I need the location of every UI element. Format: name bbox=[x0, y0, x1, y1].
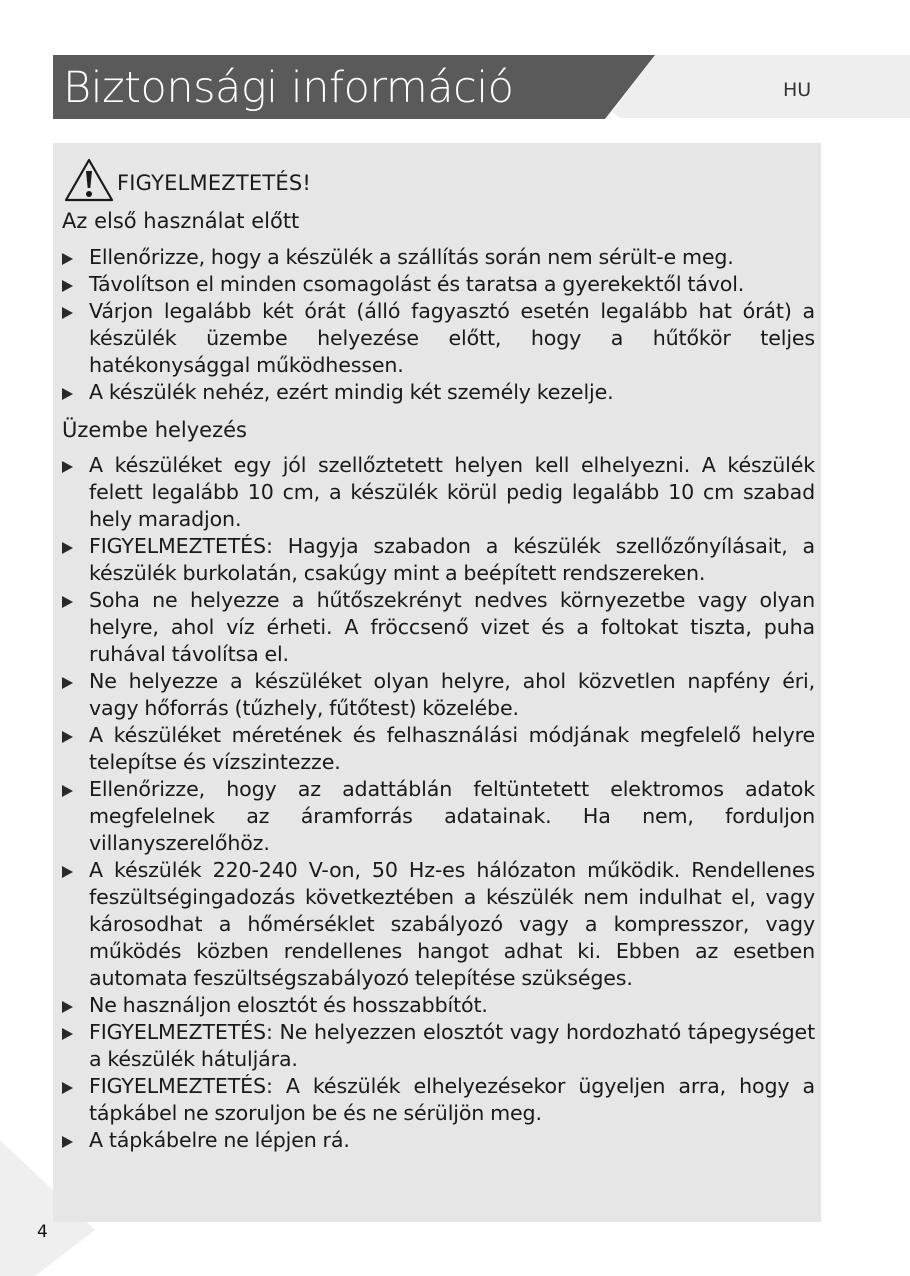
bullet-arrow-icon bbox=[62, 596, 73, 608]
list-item-text: A készüléket egy jól szellőztetett helyen kell elhelyezni. A készülék felett legalább 10 cm, a készülék körül pedig legalább 10 cm szabad hely maradjon. bbox=[89, 453, 815, 531]
list-item bbox=[62, 452, 815, 533]
list-item bbox=[62, 298, 815, 379]
list-item bbox=[62, 379, 815, 406]
bullet-arrow-icon bbox=[62, 1001, 73, 1013]
list-item-text: Ne helyezze a készüléket olyan helyre, ahol közvetlen napfény éri, vagy hőforrás (tűzhely, fűtőtest) közelébe. bbox=[89, 669, 815, 720]
list-item bbox=[62, 776, 815, 857]
list-item bbox=[62, 587, 815, 668]
list-item bbox=[62, 1019, 815, 1073]
bullet-arrow-icon bbox=[62, 866, 73, 878]
first-use-list bbox=[62, 244, 815, 406]
warning-header bbox=[63, 156, 311, 204]
list-item bbox=[62, 533, 815, 587]
list-item bbox=[62, 668, 815, 722]
list-item-text: Ellenőrizze, hogy az adattáblán feltüntetett elektromos adatok megfelelnek az áramforrás adatainak. Ha nem, forduljon villanyszerelőhöz. bbox=[89, 777, 815, 855]
list-item-text: : Hagyja szabadon a készülék szellőzőnyílásait, a készülék burkolatán, csakúgy mint a beépített rendszereken. bbox=[89, 534, 815, 585]
language-code: HU bbox=[783, 79, 812, 101]
warning-triangle-icon bbox=[63, 157, 115, 203]
list-item bbox=[62, 1127, 815, 1154]
list-item-text: Várjon legalább két órát (álló fagyasztó esetén legalább hat órát) a készülék üzembe helyezése előtt, hogy a hűtőkör teljes hatékonysággal működhessen. bbox=[89, 299, 815, 377]
page-number: 4 bbox=[37, 1222, 48, 1242]
bullet-arrow-icon bbox=[62, 731, 73, 743]
list-item-text: A készülék 220-240 V-on, 50 Hz-es hálózaton működik. Rendellenes feszültségingadozás következtében a készülék nem indulhat el, vagy károsodhat a hőmérséklet szabályozó vagy a kompresszor, vagy működés közben rendellenes hangot adhat ki. Ebben az esetben automata feszültségszabályozó telepítése szükséges. bbox=[89, 858, 815, 990]
bullet-arrow-icon bbox=[62, 1136, 73, 1148]
list-item bbox=[62, 722, 815, 776]
header-bg-decor bbox=[612, 55, 910, 118]
list-item-text: Ne használjon elosztót és hosszabbítót. bbox=[89, 993, 488, 1017]
list-item bbox=[62, 1073, 815, 1127]
list-item bbox=[62, 857, 815, 992]
bullet-arrow-icon bbox=[62, 1028, 73, 1040]
warning-prefix: FIGYELMEZTETÉS bbox=[89, 1020, 266, 1044]
bullet-arrow-icon bbox=[62, 280, 73, 292]
list-item-text: Ellenőrizze, hogy a készülék a szállítás során nem sérült-e meg. bbox=[89, 245, 734, 269]
bullet-arrow-icon bbox=[62, 253, 73, 265]
page-title: Biztonsági információ bbox=[63, 63, 514, 113]
list-item-text: A készülék nehéz, ezért mindig két személy kezelje. bbox=[89, 380, 614, 404]
warning-prefix: FIGYELMEZTETÉS bbox=[89, 534, 266, 558]
list-item-text: Soha ne helyezze a hűtőszekrényt nedves környezetbe vagy olyan helyre, ahol víz érheti. A fröccsenő vizet és a foltokat tiszta, puha ruhával távolítsa el. bbox=[89, 588, 815, 666]
list-item-text: Távolítson el minden csomagolást és taratsa a gyerekektől távol. bbox=[89, 272, 745, 296]
bullet-arrow-icon bbox=[62, 461, 73, 473]
warning-label: FIGYELMEZTETÉS! bbox=[117, 171, 312, 195]
list-item bbox=[62, 992, 815, 1019]
list-item bbox=[62, 244, 815, 271]
list-item-text: : Ne helyezzen elosztót vagy hordozható tápegységet a készülék hátuljára. bbox=[89, 1020, 815, 1071]
list-item-text: A készüléket méretének és felhasználási módjának megfelelő helyre telepítse és vízszintezze. bbox=[89, 723, 815, 774]
section-heading-installation: Üzembe helyezés bbox=[62, 418, 247, 442]
list-item-text: A tápkábelre ne lépjen rá. bbox=[89, 1128, 350, 1152]
warning-prefix: FIGYELMEZTETÉS bbox=[89, 1074, 266, 1098]
bullet-arrow-icon bbox=[62, 388, 73, 400]
bullet-arrow-icon bbox=[62, 1082, 73, 1094]
bullet-arrow-icon bbox=[62, 542, 73, 554]
installation-list bbox=[62, 452, 815, 1154]
bullet-arrow-icon bbox=[62, 785, 73, 797]
list-item-text: : A készülék elhelyezésekor ügyeljen arra, hogy a tápkábel ne szoruljon be és ne sérüljön meg. bbox=[89, 1074, 815, 1125]
section-heading-first-use: Az első használat előtt bbox=[62, 209, 300, 233]
list-item bbox=[62, 271, 815, 298]
bullet-arrow-icon bbox=[62, 307, 73, 319]
bullet-arrow-icon bbox=[62, 677, 73, 689]
